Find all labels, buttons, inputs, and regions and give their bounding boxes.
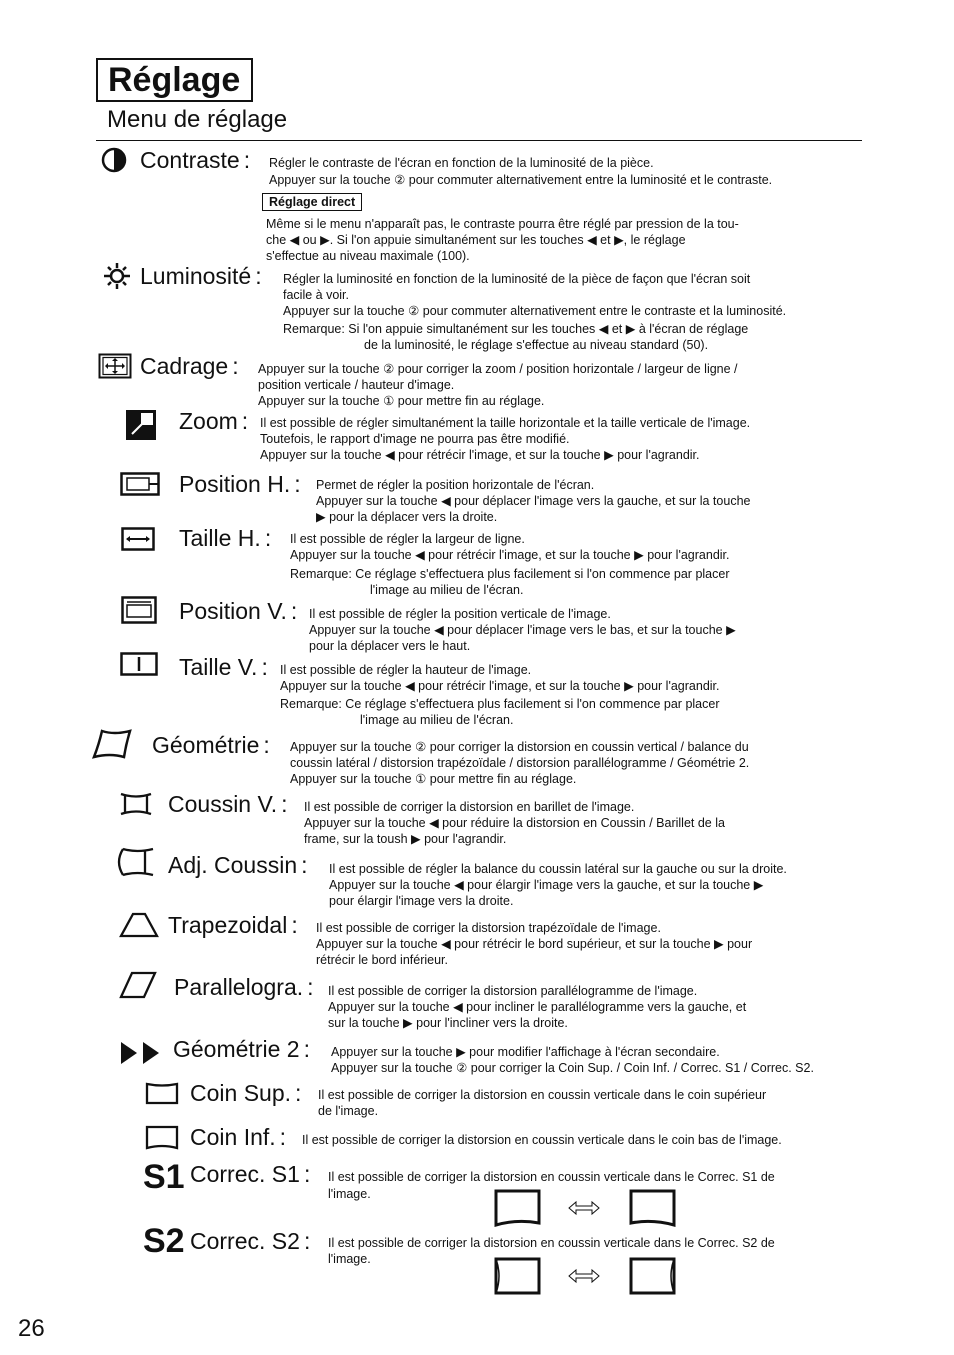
section-label: Parallelogra. : bbox=[174, 974, 314, 1000]
text-line: Appuyer sur la touche ◀ pour réduire la distorsion en Coussin / Barillet de la bbox=[304, 816, 725, 830]
text-line: Appuyer sur la touche ▶ pour modifier l'affichage à l'écran secondaire. bbox=[331, 1045, 720, 1059]
text-line: Remarque: Ce réglage s'effectuera plus facilement si l'on commence par placer bbox=[280, 697, 720, 711]
text-line: pour élargir l'image vers la droite. bbox=[329, 894, 514, 908]
text-line: l'image. bbox=[328, 1252, 371, 1266]
section-label: Position V. : bbox=[179, 598, 298, 624]
text-line: Appuyer sur la touche ◀ pour rétrécir le bord supérieur, et sur la touche ▶ pour bbox=[316, 937, 753, 951]
text-line: Appuyer sur la touche ② pour commuter alternativement entre le contraste et la luminosité. bbox=[283, 304, 787, 318]
text-line: Il est possible de régler la position verticale de l'image. bbox=[309, 607, 611, 621]
text-line: l'image au milieu de l'écran. bbox=[360, 713, 514, 727]
text-line: Appuyer sur la touche ◀ pour déplacer l'image vers la gauche, et sur la touche bbox=[316, 494, 751, 508]
section-label: Adj. Coussin : bbox=[168, 852, 308, 878]
text-line: rétrécir le bord inférieur. bbox=[316, 953, 449, 967]
double-arrow-icon bbox=[119, 1039, 163, 1067]
section-label: Correc. S1 : bbox=[190, 1161, 311, 1187]
section-label: Taille H. : bbox=[179, 525, 272, 551]
s1-badge: S1 bbox=[143, 1158, 185, 1196]
s2-illustration bbox=[492, 1256, 678, 1296]
text-line: Appuyer sur la touche ◀ pour rétrécir l'image, et sur la touche ▶ pour l'agrandir. bbox=[280, 679, 720, 693]
corner-top-icon bbox=[144, 1080, 180, 1106]
text-line: Toutefois, le rapport d'image ne pourra pas être modifié. bbox=[260, 432, 570, 446]
pin-balance-icon bbox=[117, 845, 157, 879]
text-line: pour la déplacer vers le haut. bbox=[309, 639, 471, 653]
text-line: Il est possible de corriger la distorsion en coussin verticale dans le coin supérieur bbox=[318, 1088, 767, 1102]
text-line: Appuyer sur la touche ② pour corriger la zoom / position horizontale / largeur de ligne / bbox=[258, 362, 738, 376]
position-h-icon bbox=[120, 472, 160, 496]
text-line: Il est possible de régler la balance du coussin latéral sur la gauche ou sur la droite. bbox=[329, 862, 787, 876]
section-label: Correc. S2 : bbox=[190, 1228, 311, 1254]
text-line: ▶ pour la déplacer vers la droite. bbox=[316, 510, 498, 524]
text-line: Remarque: Ce réglage s'effectuera plus facilement si l'on commence par placer bbox=[290, 567, 730, 581]
section-label: Cadrage : bbox=[140, 353, 239, 379]
half-circle-icon bbox=[101, 147, 127, 173]
section-label: Coussin V. : bbox=[168, 791, 288, 817]
text-line: Appuyer sur la touche ◀ pour élargir l'image vers la gauche, et sur la touche ▶ bbox=[329, 878, 764, 892]
text-line: coussin latéral / distorsion trapézoïdale / distorsion parallélogramme / Géométrie 2. bbox=[290, 756, 750, 770]
text-line: Appuyer sur la touche ② pour commuter alternativement entre la luminosité et le contraste. bbox=[269, 173, 773, 187]
text-line: Il est possible de corriger la distorsion en coussin verticale dans le coin bas de l'image. bbox=[302, 1133, 782, 1147]
corner-bottom-icon bbox=[144, 1124, 180, 1152]
text-line: de la luminosité, le réglage s'effectue au niveau standard (50). bbox=[364, 338, 709, 352]
text-line: Il est possible de corriger la distorsion en barillet de l'image. bbox=[304, 800, 635, 814]
section-label: Coin Inf. : bbox=[190, 1124, 287, 1150]
text-line: Remarque: Si l'on appuie simultanément sur les touches ◀ et ▶ à l'écran de réglage bbox=[283, 322, 749, 336]
text-line: Régler la luminosité en fonction de la luminosité de la pièce de façon que l'écran soit bbox=[283, 272, 751, 286]
text-line: Il est possible de régler la hauteur de l'image. bbox=[280, 663, 532, 677]
text-line: Appuyer sur la touche ◀ pour déplacer l'image vers le bas, et sur la touche ▶ bbox=[309, 623, 736, 637]
text-line: l'image au milieu de l'écran. bbox=[370, 583, 524, 597]
section-label: Contraste : bbox=[140, 147, 251, 173]
divider bbox=[96, 140, 862, 141]
position-v-icon bbox=[121, 596, 157, 624]
page-subtitle: Menu de réglage bbox=[107, 106, 288, 133]
text-line: Même si le menu n'apparaît pas, le contraste pourra être réglé par pression de la tou- bbox=[266, 217, 739, 231]
pincushion-icon bbox=[118, 790, 154, 818]
text-line: Il est possible de corriger la distorsion en coussin verticale dans le Correc. S1 de bbox=[328, 1170, 775, 1184]
text-line: Il est possible de corriger la distorsion en coussin verticale dans le Correc. S2 de bbox=[328, 1236, 775, 1250]
text-line: Appuyer sur la touche ◀ pour rétrécir l'image, et sur la touche ▶ pour l'agrandir. bbox=[260, 448, 700, 462]
text-line: Appuyer sur la touche ① pour mettre fin au réglage. bbox=[290, 772, 577, 786]
text-line: position verticale / hauteur d'image. bbox=[258, 378, 455, 392]
sun-icon bbox=[102, 262, 132, 290]
text-line: Appuyer sur la touche ◀ pour rétrécir l'image, et sur la touche ▶ pour l'agrandir. bbox=[290, 548, 730, 562]
section-label: Coin Sup. : bbox=[190, 1080, 302, 1106]
height-icon bbox=[120, 652, 158, 676]
text-line: Appuyer sur la touche ◀ pour incliner le parallélogramme vers la gauche, et bbox=[328, 1000, 747, 1014]
text-line: de l'image. bbox=[318, 1104, 379, 1118]
text-line: Appuyer sur la touche ② pour corriger la distorsion en coussin vertical / balance du bbox=[290, 740, 749, 754]
s2-badge: S2 bbox=[143, 1222, 185, 1260]
text-line: Il est possible de corriger la distorsion parallélogramme de l'image. bbox=[328, 984, 698, 998]
text-line: l'image. bbox=[328, 1187, 371, 1201]
text-line: Appuyer sur la touche ② pour corriger la Coin Sup. / Coin Inf. / Correc. S1 / Correc. S2. bbox=[331, 1061, 814, 1075]
text-line: Il est possible de régler la largeur de ligne. bbox=[290, 532, 525, 546]
parallelogram-icon bbox=[118, 970, 158, 1000]
text-line: Il est possible de corriger la distorsion trapézoïdale de l'image. bbox=[316, 921, 661, 935]
frame-arrows-icon bbox=[98, 353, 132, 379]
geometry-icon bbox=[90, 728, 136, 760]
direct-adjust-badge: Réglage direct bbox=[262, 193, 362, 211]
text-line: facile à voir. bbox=[283, 288, 350, 302]
s1-illustration bbox=[492, 1188, 678, 1228]
zoom-icon bbox=[126, 410, 156, 440]
page-number: 26 bbox=[18, 1315, 45, 1342]
text-line: Régler le contraste de l'écran en fonction de la luminosité de la pièce. bbox=[269, 156, 654, 170]
text-line: s'effectue au niveau maximale (100). bbox=[266, 249, 470, 263]
section-label: Position H. : bbox=[179, 471, 301, 497]
section-label: Luminosité : bbox=[140, 263, 262, 289]
section-label: Trapezoidal : bbox=[168, 912, 298, 938]
page-title: Réglage bbox=[96, 58, 253, 102]
section-label: Zoom : bbox=[179, 408, 249, 434]
width-icon bbox=[121, 527, 155, 551]
trapezoid-icon bbox=[118, 911, 160, 939]
text-line: Il est possible de régler simultanément la taille horizontale et la taille verticale de l'image. bbox=[260, 416, 751, 430]
text-line: che ◀ ou ▶. Si l'on appuie simultanément sur les touches ◀ et ▶, le réglage bbox=[266, 233, 686, 247]
text-line: Appuyer sur la touche ① pour mettre fin au réglage. bbox=[258, 394, 545, 408]
section-label: Taille V. : bbox=[179, 654, 268, 680]
text-line: sur la touche ▶ pour l'incliner vers la droite. bbox=[328, 1016, 568, 1030]
text-line: frame, sur la toush ▶ pour l'agrandir. bbox=[304, 832, 507, 846]
section-label: Géométrie : bbox=[152, 732, 270, 758]
text-line: Permet de régler la position horizontale de l'écran. bbox=[316, 478, 595, 492]
section-label: Géométrie 2 : bbox=[173, 1036, 310, 1062]
